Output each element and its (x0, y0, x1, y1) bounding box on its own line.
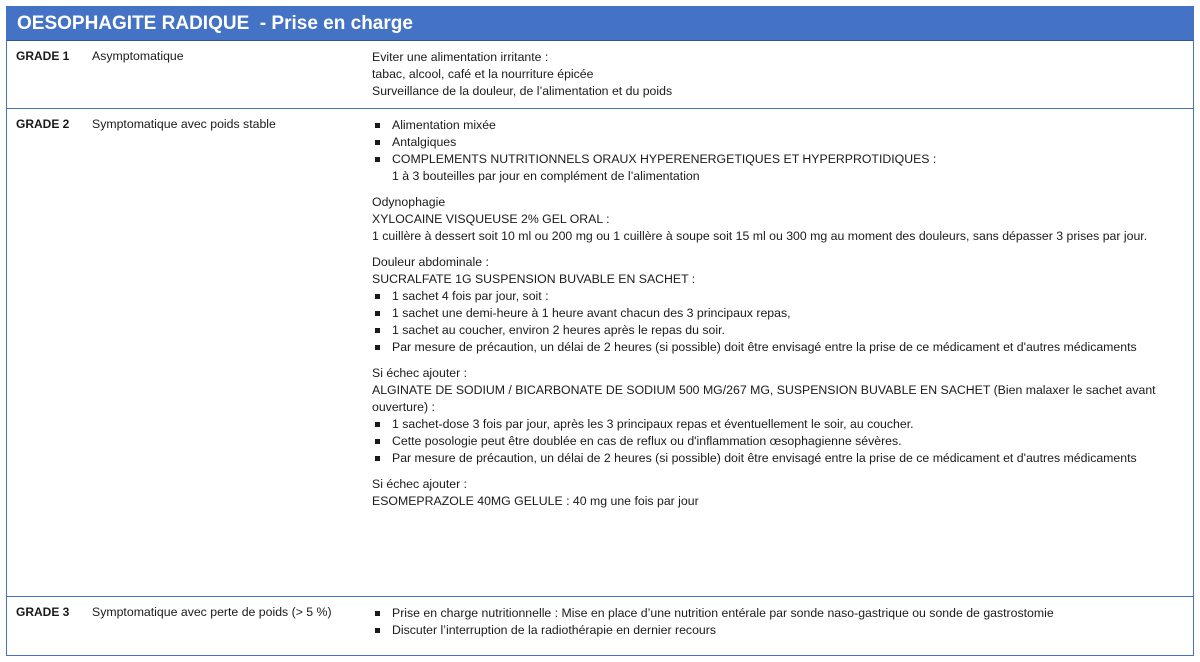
nutrition-block (372, 117, 1181, 185)
table-row-grade-1 (7, 41, 1193, 109)
list-item: 1 sachet une demi-heure à 1 heure avant chacun des 3 principaux repas, (372, 305, 1181, 322)
list-item: COMPLEMENTS NUTRITIONNELS ORAUX HYPERENERGETIQUES ET HYPERPROTIDIQUES : (372, 151, 1181, 168)
odynophagia-block (372, 194, 1181, 245)
text-line: SUCRALFATE 1G SUSPENSION BUVABLE EN SACHET : (372, 272, 696, 286)
table-row-grade-3 (7, 597, 1193, 656)
grade-management (372, 49, 1181, 100)
alginate-block (372, 365, 1181, 467)
grade-label: GRADE 1 (16, 49, 70, 63)
table-title: OESOPHAGITE RADIQUE - Prise en charge (7, 7, 1193, 41)
list-subline: 1 à 3 bouteilles par jour en complément de l’alimentation (392, 169, 700, 183)
list-item: Antalgiques (372, 134, 1181, 151)
management-table (6, 6, 1194, 656)
list-item: Par mesure de précaution, un délai de 2 heures (si possible) doit être envisagé entre la prise de ce médicament et d'autres médicaments (372, 339, 1181, 356)
text-line: Eviter une alimentation irritante : (372, 50, 549, 64)
grade-description: Symptomatique avec poids stable (92, 117, 276, 131)
list-item: Alimentation mixée (372, 117, 1181, 134)
text-line: Si échec ajouter : (372, 366, 468, 380)
grade-management (372, 605, 1181, 639)
list-item: 1 sachet-dose 3 fois par jour, après les 3 principaux repas et éventuellement le soir, au coucher. (372, 416, 1181, 433)
text-line: tabac, alcool, café et la nourriture épicée (372, 67, 594, 81)
grade-description: Asymptomatique (92, 49, 184, 63)
text-line: Surveillance de la douleur, de l’alimentation et du poids (372, 84, 673, 98)
list-item: Prise en charge nutritionnelle : Mise en place d’une nutrition entérale par sonde naso-gastrique ou sonde de gastrostomie (372, 605, 1181, 622)
abdominal-pain-block (372, 254, 1181, 356)
text-line: ALGINATE DE SODIUM / BICARBONATE DE SODIUM 500 MG/267 MG, SUSPENSION BUVABLE EN SACHET (Bien malaxer le sachet avant ouverture) : (372, 383, 1156, 414)
text-line: Si échec ajouter : (372, 477, 468, 491)
grade-description: Symptomatique avec perte de poids (> 5 %) (92, 605, 332, 619)
table-row-grade-2 (7, 109, 1193, 597)
text-line: 1 cuillère à dessert soit 10 ml ou 200 mg ou 1 cuillère à soupe soit 15 ml ou 300 mg au moment des douleurs, sans dépasser 3 prises par jour. (372, 229, 1148, 243)
text-line: XYLOCAINE VISQUEUSE 2% GEL ORAL : (372, 212, 610, 226)
text-line: ESOMEPRAZOLE 40MG GELULE : 40 mg une fois par jour (372, 494, 699, 508)
list-item: 1 sachet au coucher, environ 2 heures après le repas du soir. (372, 322, 1181, 339)
list-item: 1 sachet 4 fois par jour, soit : (372, 288, 1181, 305)
list-item: Discuter l’interruption de la radiothérapie en dernier recours (372, 622, 1181, 639)
text-line: Odynophagie (372, 195, 446, 209)
grade-label: GRADE 3 (16, 605, 70, 619)
grade-label: GRADE 2 (16, 117, 70, 131)
grade-management (372, 117, 1181, 519)
text-line: Douleur abdominale : (372, 255, 489, 269)
list-item: Cette posologie peut être doublée en cas de reflux ou d'inflammation œsophagienne sévères. (372, 433, 1181, 450)
list-item: Par mesure de précaution, un délai de 2 heures (si possible) doit être envisagé entre la prise de ce médicament et d'autres médicaments (372, 450, 1181, 467)
esomeprazole-block (372, 476, 1181, 510)
